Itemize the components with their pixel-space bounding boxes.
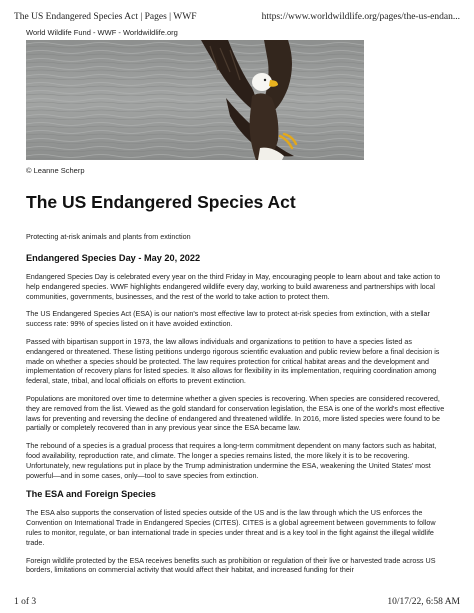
bald-eagle-photo: [26, 40, 364, 160]
paragraph: The US Endangered Species Act (ESA) is our nation's most effective law to protect at-risk species from extinction, with a stellar success rate: 99% of species listed on it have avoided extinction.: [26, 309, 430, 329]
paragraph: Passed with bipartisan support in 1973, the law allows individuals and organizations to petition to have a species listed as endangered or threatened. These listing petitions undergo rigorous scientific evaluation and public review before a final decision is made on whether a species should be protected. The law requires protection for critical habitat areas and the development and implementation of recovery plans for listed species. It also allows for flexibility in its implementation, requiring coordination among federal, state, tribal, and local officials on efforts to prevent extinction.: [26, 336, 440, 386]
print-header-url[interactable]: https://www.worldwildlife.org/pages/the-us-endan...: [261, 12, 460, 22]
page-title: The US Endangered Species Act: [26, 192, 296, 212]
site-name: World Wildlife Fund - WWF - Worldwildlife.org: [26, 28, 178, 37]
paragraph: The ESA also supports the conservation of listed species outside of the US and is the law through which the US enforces the Convention on International Trade in Endangered Species (CITES). CITES is a global agreement between governments to follow rules to monitor, regulate, or ban international trade in species under threat and is a key tool in the fight against the illegal wildlife trade.: [26, 508, 436, 547]
paragraph: Foreign wildlife protected by the ESA receives benefits such as prohibition or regulation of their live or harvested trade across US borders, limitations on commercial activity that would affect their habitat, and increased funding for their: [26, 555, 436, 575]
section-heading-esa-foreign-species: The ESA and Foreign Species: [26, 489, 156, 500]
image-credit: © Leanne Scherp: [26, 166, 85, 175]
article: [26, 190, 446, 583]
section-heading-endangered-species-day: Endangered Species Day - May 20, 2022: [26, 253, 201, 263]
print-footer: [14, 597, 460, 609]
print-header: [14, 12, 460, 26]
page-subtitle: Protecting at-risk animals and plants from extinction: [26, 232, 191, 241]
paragraph: Endangered Species Day is celebrated every year on the third Friday in May, encouraging people to learn about and take action to help endangered species. WWF highlights endangered wildlife every day, working to build awareness and partnerships with local communities, governments, businesses, and the rest of the world to take action to protect them.: [26, 272, 441, 301]
print-header-title: The US Endangered Species Act | Pages | WWF: [14, 12, 197, 22]
paragraph: The rebound of a species is a gradual process that requires a long-term commitment dependent on many factors such as habitat, food availability, reproduction rate, and climate. The longer a species remains listed, the more likely it is to be recovering. Unfortunately, new regulations put in place by the Trump administration undermine the ESA, weakening the United States' most powerful—and in some cases, only—tool to save species from extinction.: [26, 441, 437, 480]
print-datetime: 10/17/22, 6:58 AM: [387, 597, 460, 607]
page-number: 1 of 3: [14, 597, 37, 607]
paragraph: Populations are monitored over time to determine whether a given species is recovering. When species are considered recovered, they are removed from the list. Viewed as the gold standard for conservation legislation, the ESA is one of the world's most effective laws for preventing and reversing the decline of endangered and threatened wildlife. In 2016, more listed species were found to be partially or completely recovered than in any previous year since the ESA became law.: [26, 393, 445, 433]
hero-image: [26, 40, 364, 160]
